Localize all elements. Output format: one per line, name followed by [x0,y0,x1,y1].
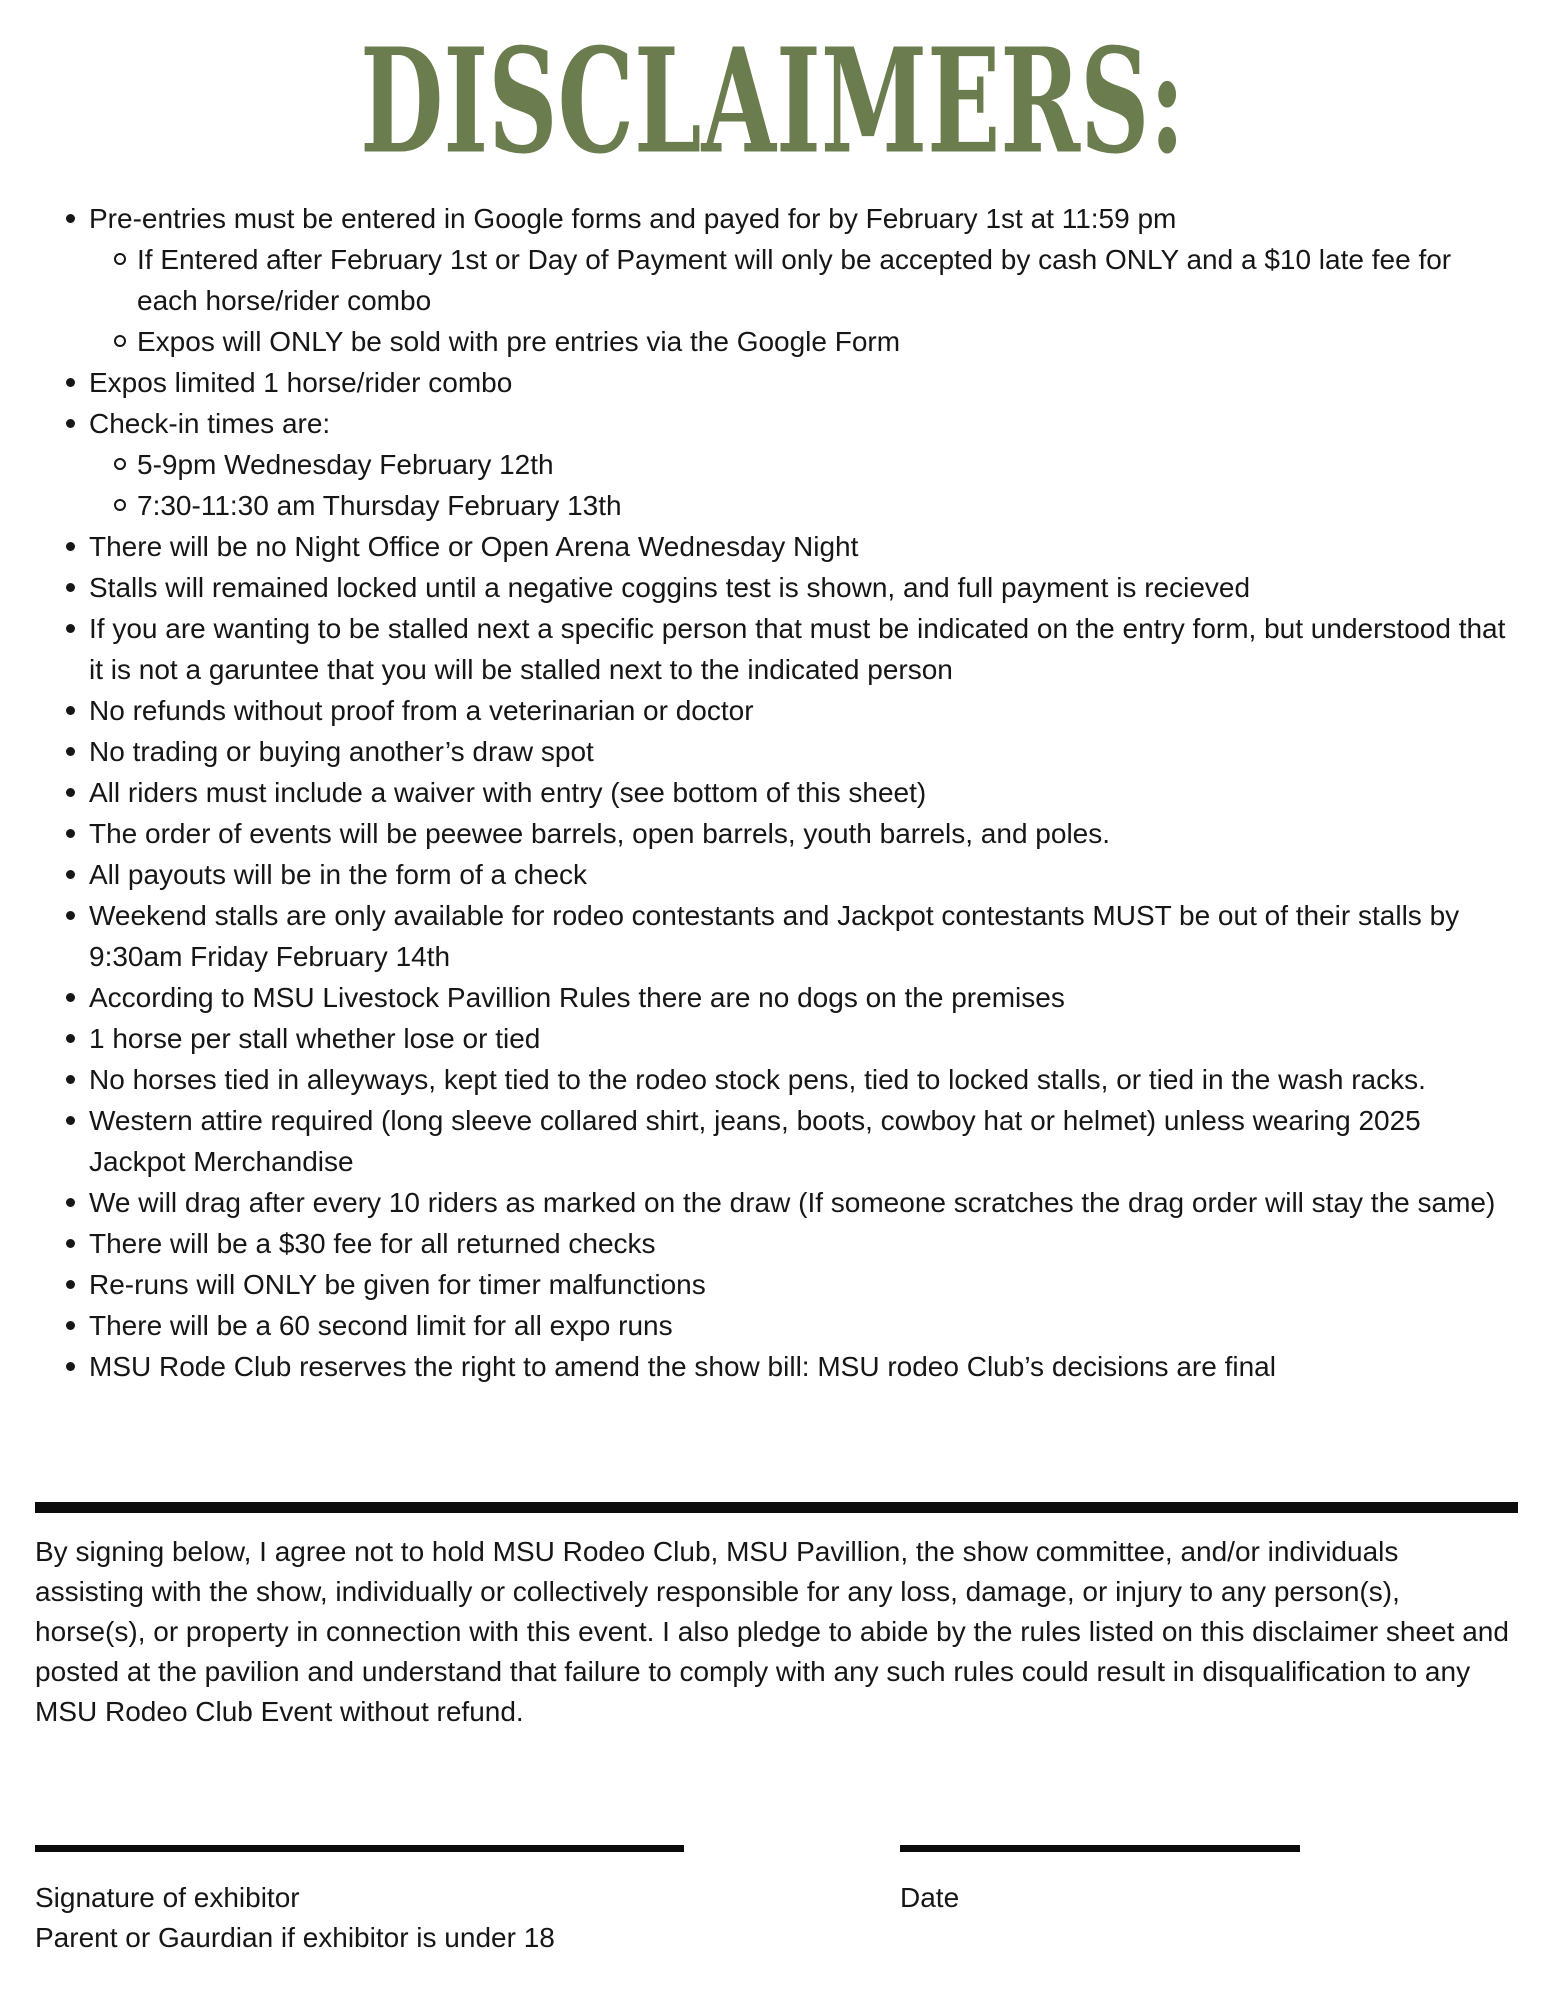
date-line [900,1845,1300,1852]
disclaimer-text: No refunds without proof from a veterinarian or doctor [89,695,754,726]
bullet-icon [66,788,75,797]
list-item [64,1059,1509,1100]
bullet-icon [66,706,75,715]
disclaimer-text: No horses tied in alleyways, kept tied to the rodeo stock pens, tied to locked stalls, or tied in the wash racks. [89,1064,1426,1095]
bullet-icon [66,1198,75,1207]
list-item [64,526,1509,567]
list-item [64,772,1509,813]
list-item [64,1346,1509,1387]
disclaimer-text: There will be a $30 fee for all returned checks [89,1228,656,1259]
sub-bullet-icon [114,253,126,265]
signature-block-exhibitor [35,1845,685,1958]
date-label: Date [900,1882,960,1913]
disclaimer-text: Re-runs will ONLY be given for timer malfunctions [89,1269,706,1300]
list-item [64,567,1509,608]
section-divider [35,1502,1518,1513]
signature-block-date [900,1845,1340,1918]
disclaimer-text: If Entered after February 1st or Day of Payment will only be accepted by cash ONLY and a $10 late fee for each horse/rider combo [137,244,1452,316]
bullet-icon [66,419,75,428]
list-item [64,895,1509,977]
disclaimer-text: We will drag after every 10 riders as marked on the draw (If someone scratches the drag order will stay the same) [89,1187,1496,1218]
list-item [64,1018,1509,1059]
disclaimer-text: All riders must include a waiver with entry (see bottom of this sheet) [89,777,927,808]
list-item [64,403,1509,526]
bullet-icon [66,747,75,756]
sub-bullet-icon [114,335,126,347]
disclaimer-text: The order of events will be peewee barrels, open barrels, youth barrels, and poles. [89,818,1111,849]
sub-list-item [114,444,1509,485]
list-item [64,1264,1509,1305]
list-item [64,854,1509,895]
bullet-icon [66,993,75,1002]
sub-list-item [114,239,1509,321]
bullet-icon [66,1116,75,1125]
list-item [64,1182,1509,1223]
disclaimer-list [64,198,1509,1387]
disclaimer-text: Check-in times are: [89,408,331,439]
page-title: DISCLAIMERS: [360,16,1185,186]
list-item [64,1223,1509,1264]
disclaimer-text: Expos limited 1 horse/rider combo [89,367,513,398]
bullet-icon [66,1280,75,1289]
list-item [64,608,1509,690]
disclaimer-text: All payouts will be in the form of a check [89,859,588,890]
list-item [64,1305,1509,1346]
bullet-icon [66,624,75,633]
disclaimer-text: MSU Rode Club reserves the right to amend the show bill: MSU rodeo Club’s decisions are final [89,1351,1276,1382]
list-item [64,977,1509,1018]
sub-bullet-icon [114,458,126,470]
disclaimer-text: Weekend stalls are only available for rodeo contestants and Jackpot contestants MUST be out of their stalls by 9:30am Friday February 14th [89,900,1460,972]
list-item [64,1100,1509,1182]
list-item [64,198,1509,362]
disclaimer-text: Western attire required (long sleeve collared shirt, jeans, boots, cowboy hat or helmet) unless wearing 2025 Jackpot Merchandise [89,1105,1421,1177]
sub-list-item [114,321,1509,362]
bullet-icon [66,911,75,920]
list-item [64,813,1509,854]
list-item [64,731,1509,772]
disclaimer-sublist [89,239,1509,362]
disclaimer-text: No trading or buying another’s draw spot [89,736,594,767]
agreement-paragraph: By signing below, I agree not to hold MSU Rodeo Club, MSU Pavillion, the show committee, and/or individuals assisting with the show, individually or collectively responsible for any loss, damage, or injury to any person(s), horse(s), or property in connection with this event. I also pledge to abide by the rules listed on this disclaimer sheet and posted at the pavilion and understand that failure to comply with any such rules could result in disqualification to any MSU Rodeo Club Event without refund. [35,1536,1509,1727]
disclaimer-text: 1 horse per stall whether lose or tied [89,1023,541,1054]
disclaimer-text: There will be no Night Office or Open Arena Wednesday Night [89,531,859,562]
disclaimer-text: If you are wanting to be stalled next a specific person that must be indicated on the entry form, but understood that it is not a garuntee that you will be stalled next to the indicated person [89,613,1506,685]
bullet-icon [66,1075,75,1084]
bullet-icon [66,1034,75,1043]
bullet-icon [66,378,75,387]
bullet-icon [66,1239,75,1248]
bullet-icon [66,542,75,551]
bullet-icon [66,870,75,879]
disclaimer-text: There will be a 60 second limit for all expo runs [89,1310,673,1341]
disclaimer-sublist [89,444,1509,526]
bullet-icon [66,214,75,223]
disclaimer-text: 7:30-11:30 am Thursday February 13th [137,490,622,521]
disclaimer-text: According to MSU Livestock Pavillion Rules there are no dogs on the premises [89,982,1065,1013]
disclaimer-text: Pre-entries must be entered in Google forms and payed for by February 1st at 11:59 pm [89,203,1177,234]
signature-line [35,1845,684,1852]
disclaimer-text: Expos will ONLY be sold with pre entries via the Google Form [137,326,901,357]
guardian-label: Parent or Gaurdian if exhibitor is under 18 [35,1922,555,1953]
bullet-icon [66,1362,75,1371]
disclaimer-text: Stalls will remained locked until a negative coggins test is shown, and full payment is recieved [89,572,1251,603]
bullet-icon [66,1321,75,1330]
sub-list-item [114,485,1509,526]
list-item [64,362,1509,403]
bullet-icon [66,583,75,592]
bullet-icon [66,829,75,838]
sub-bullet-icon [114,499,126,511]
list-item [64,690,1509,731]
signature-label: Signature of exhibitor [35,1882,300,1913]
title-container [0,16,1545,186]
disclaimer-text: 5-9pm Wednesday February 12th [137,449,554,480]
